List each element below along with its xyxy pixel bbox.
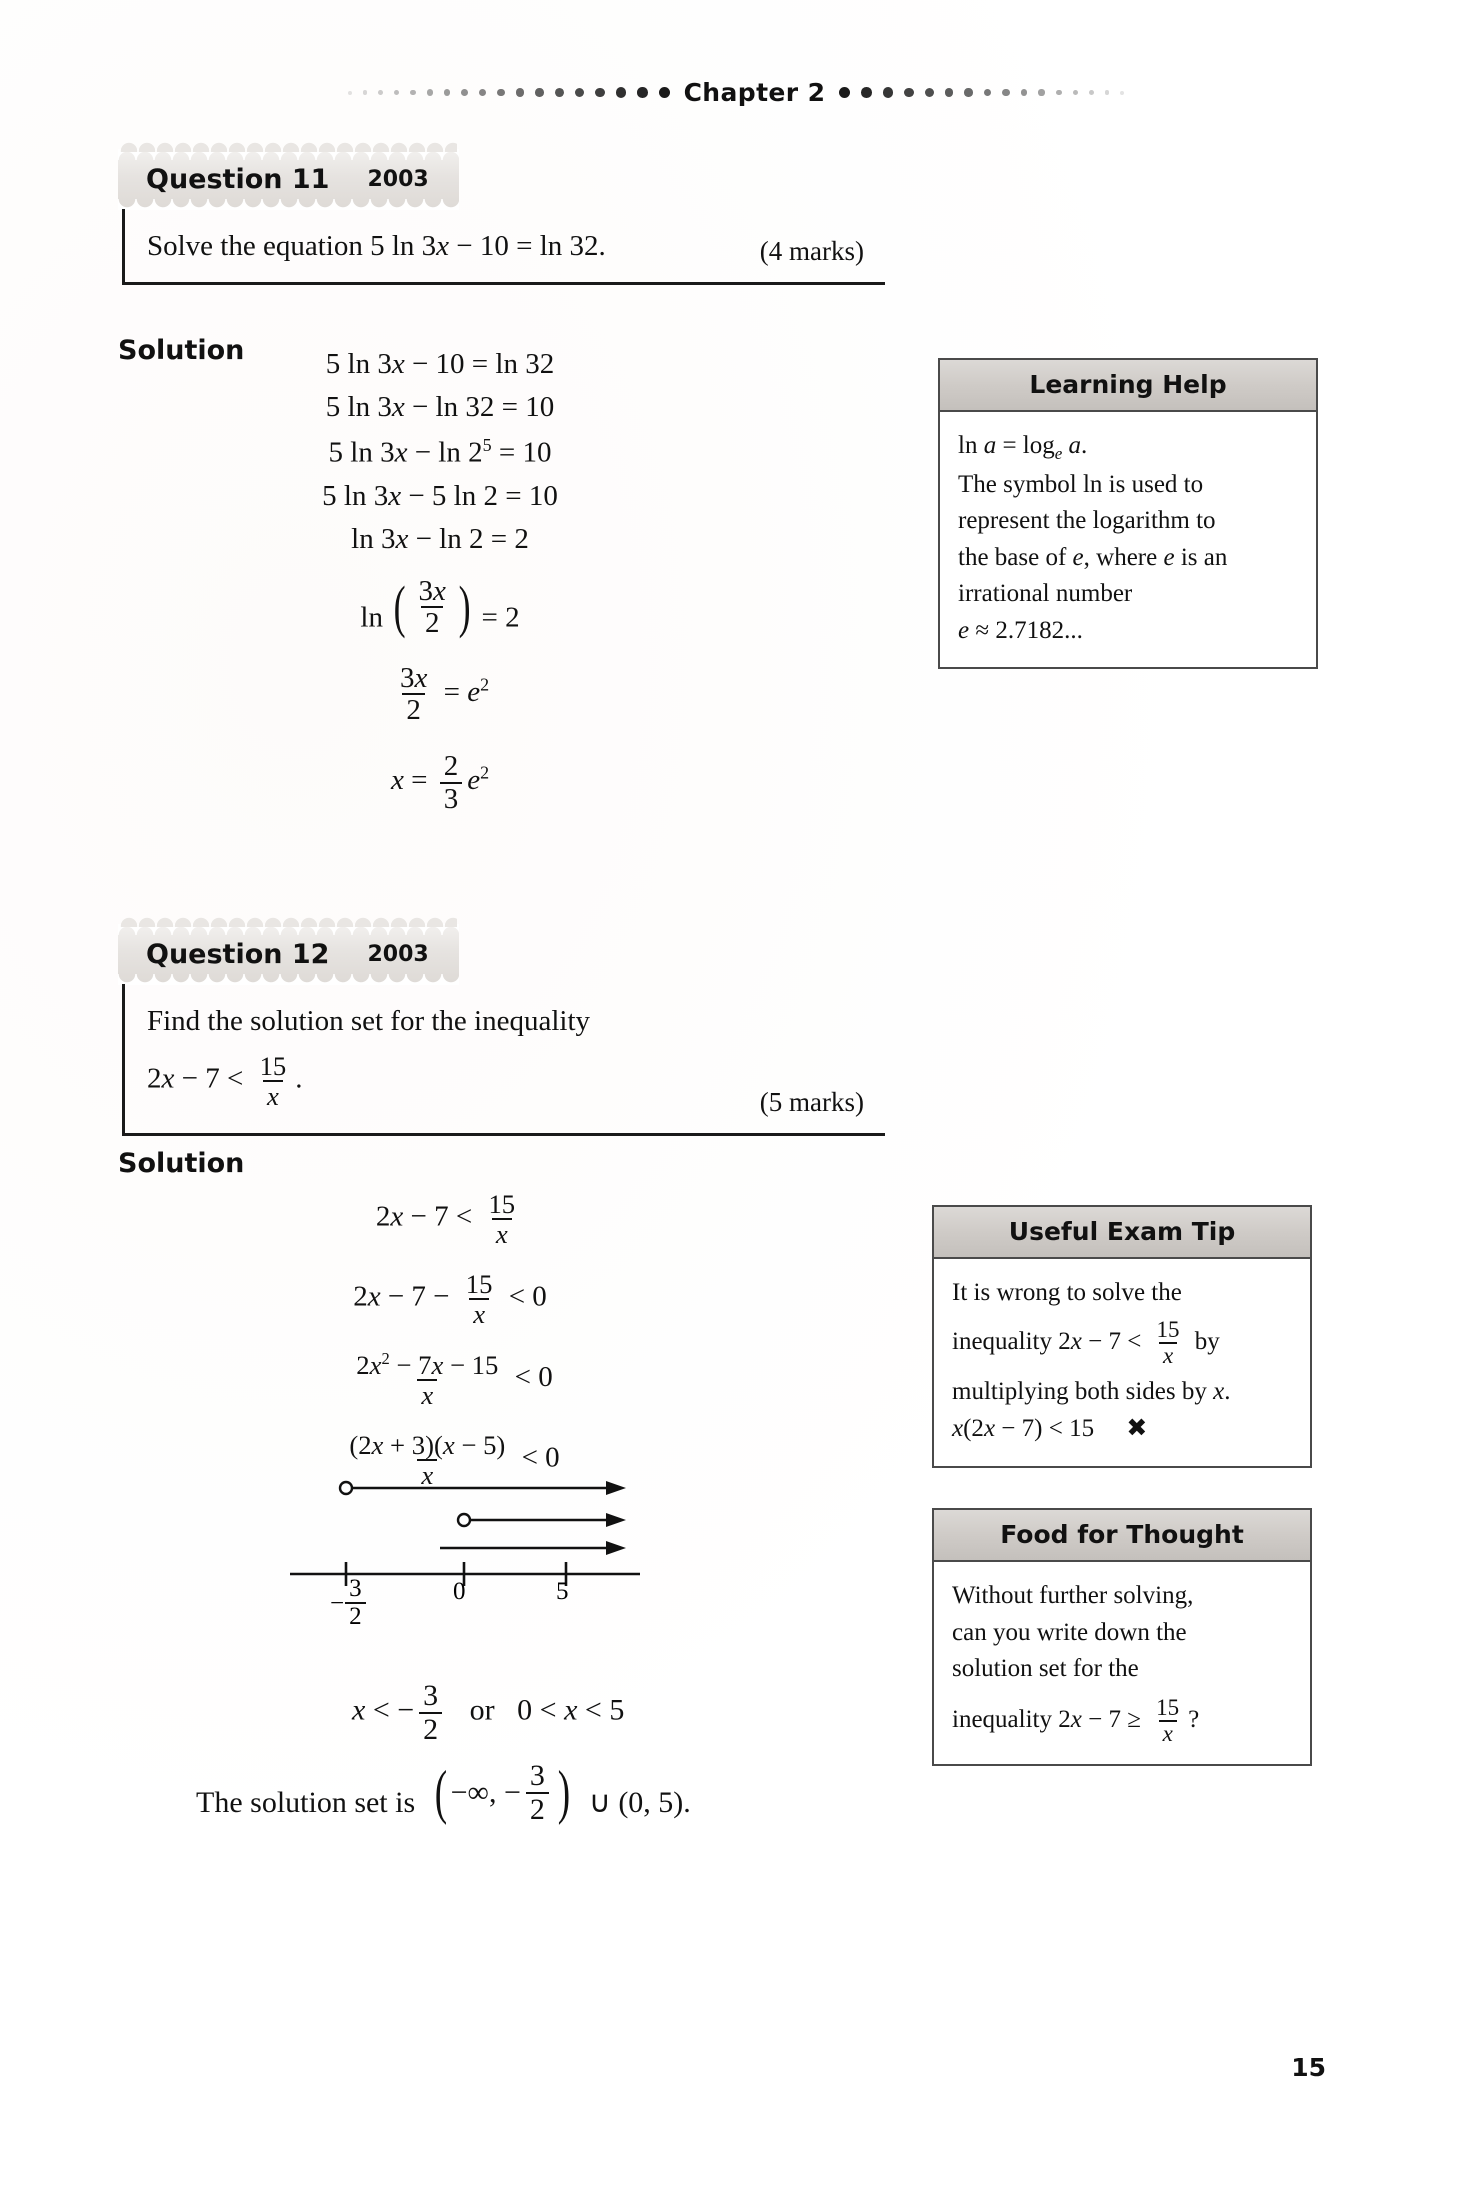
question-11-block: [118, 150, 882, 285]
food-for-thought-box: [932, 1508, 1312, 1766]
fft-line-3: solution set for the: [952, 1655, 1139, 1682]
wrong-cross-icon: ✖: [1126, 1413, 1148, 1443]
question-12-title: Question 12: [146, 939, 330, 970]
ray-top: [340, 1481, 626, 1495]
question-11-solution-heading: Solution: [118, 335, 245, 366]
learning-help-line-2: The symbol ln is used to: [958, 470, 1204, 498]
step-6: ln ( $\frac{3x}{2}$ ) = 2: [360, 574, 520, 640]
question-11-prompt: Solve the equation 5 ln 3x − 10 = ln 32.: [147, 230, 606, 262]
tick-label-zero: 0: [453, 1578, 466, 1605]
question-11-body: [122, 209, 882, 285]
answer-set-prefix: The solution set is: [196, 1785, 416, 1819]
food-for-thought-title: Food for Thought: [934, 1510, 1310, 1562]
running-header: [0, 78, 1472, 107]
tip-line-2: inequality 2x − 7 < $\frac{15}{x}$ by: [952, 1316, 1220, 1368]
useful-exam-tip-body: [934, 1259, 1310, 1466]
step-1: 5 ln 3x − 10 = ln 32: [325, 348, 555, 380]
question-12-solution-heading: Solution: [118, 1148, 245, 1179]
tick-label-five: 5: [556, 1578, 569, 1605]
banner-scallop-top-icon: [120, 915, 457, 927]
learning-help-body: [940, 412, 1316, 667]
question-12-year: 2003: [367, 942, 429, 967]
learning-help-line-4: the base of e, where e is an: [958, 543, 1228, 571]
question-11-banner: [118, 150, 459, 209]
step-4: 5 ln 3x − 5 ln 2 = 10: [322, 479, 558, 512]
ray-lower: [440, 1541, 626, 1555]
q12-step-3: $\frac{2x^2 - 7x - 15}{x}$ < 0: [356, 1349, 553, 1410]
step-2: 5 ln 3x − ln 32 = 10: [325, 391, 555, 423]
question-12-prompt-math: 2x − 7 < $\frac{15}{x}$ .: [147, 1051, 303, 1112]
ray-middle: [458, 1513, 626, 1527]
step-5: ln 3x − ln 2 = 2: [351, 522, 529, 555]
fft-line-4: inequality 2x − 7 ≥ $\frac{15}{x}$ ?: [952, 1694, 1200, 1746]
question-11-marks: (4 marks): [759, 236, 864, 267]
banner-scallop-top-icon: [120, 140, 457, 152]
question-12-body: [122, 984, 882, 1136]
learning-help-line-6: e ≈ 2.7182...: [958, 616, 1083, 644]
page-number: 15: [1291, 2053, 1326, 2082]
tip-line-4: x(2x − 7) < 15 ✖: [952, 1410, 1292, 1448]
header-dot-rule-left: [348, 86, 670, 100]
question-11-steps: [230, 350, 650, 814]
step-8: x = $\frac{2}{3}$ $e^2$: [390, 750, 490, 815]
learning-help-box: [938, 358, 1318, 669]
step-7: $\frac{3x}{2}$ = $e^2$: [399, 661, 490, 726]
q12-step-4: $\frac{(2x + 3)(x - 5)}{x}$ < 0: [349, 1429, 560, 1490]
question-12-prompt: Find the solution set for the inequality: [147, 1005, 591, 1037]
question-12-block: [118, 925, 882, 1136]
answer-inequality: x < − $\frac{3}{2}$ or 0 < x < 5: [352, 1679, 625, 1746]
question-12-steps: [240, 1190, 660, 1489]
answer-solution-set: The solution set is ( −∞, − $\frac{3}{2}$ ) ∪ (0, 5).: [196, 1758, 691, 1826]
question-11-year: 2003: [367, 167, 429, 192]
question-12-banner: [118, 925, 459, 984]
fft-line-2: can you write down the: [952, 1618, 1187, 1646]
learning-help-line-3: represent the logarithm to: [958, 507, 1216, 535]
header-dot-rule-right: [839, 86, 1124, 100]
tip-line-3: multiplying both sides by x.: [952, 1377, 1231, 1405]
step-3: 5 $\ln 3x - \ln 2^5 = 10$: [328, 435, 552, 469]
question-11-title: Question 11: [146, 164, 330, 195]
fft-line-1: Without further solving,: [952, 1582, 1194, 1609]
food-for-thought-body: [934, 1562, 1310, 1764]
tick-label-neg-three-halves: − $\frac{3}{2}$: [330, 1576, 370, 1631]
learning-help-line-1: $\ln a = \log_e a$.: [958, 432, 1088, 463]
chapter-label: Chapter 2: [683, 78, 826, 107]
q12-step-2: 2x − 7 − $\frac{15}{x}$ < 0: [353, 1269, 547, 1330]
tip-line-1: It is wrong to solve the: [952, 1279, 1182, 1306]
learning-help-line-5: irrational number: [958, 580, 1133, 608]
learning-help-title: Learning Help: [940, 360, 1316, 412]
question-12-marks: (5 marks): [759, 1087, 864, 1118]
useful-exam-tip-box: [932, 1205, 1312, 1468]
number-line-diagram: [290, 1470, 690, 1631]
q12-step-1: 2x − 7 < $\frac{15}{x}$: [375, 1189, 516, 1250]
useful-exam-tip-title: Useful Exam Tip: [934, 1207, 1310, 1259]
